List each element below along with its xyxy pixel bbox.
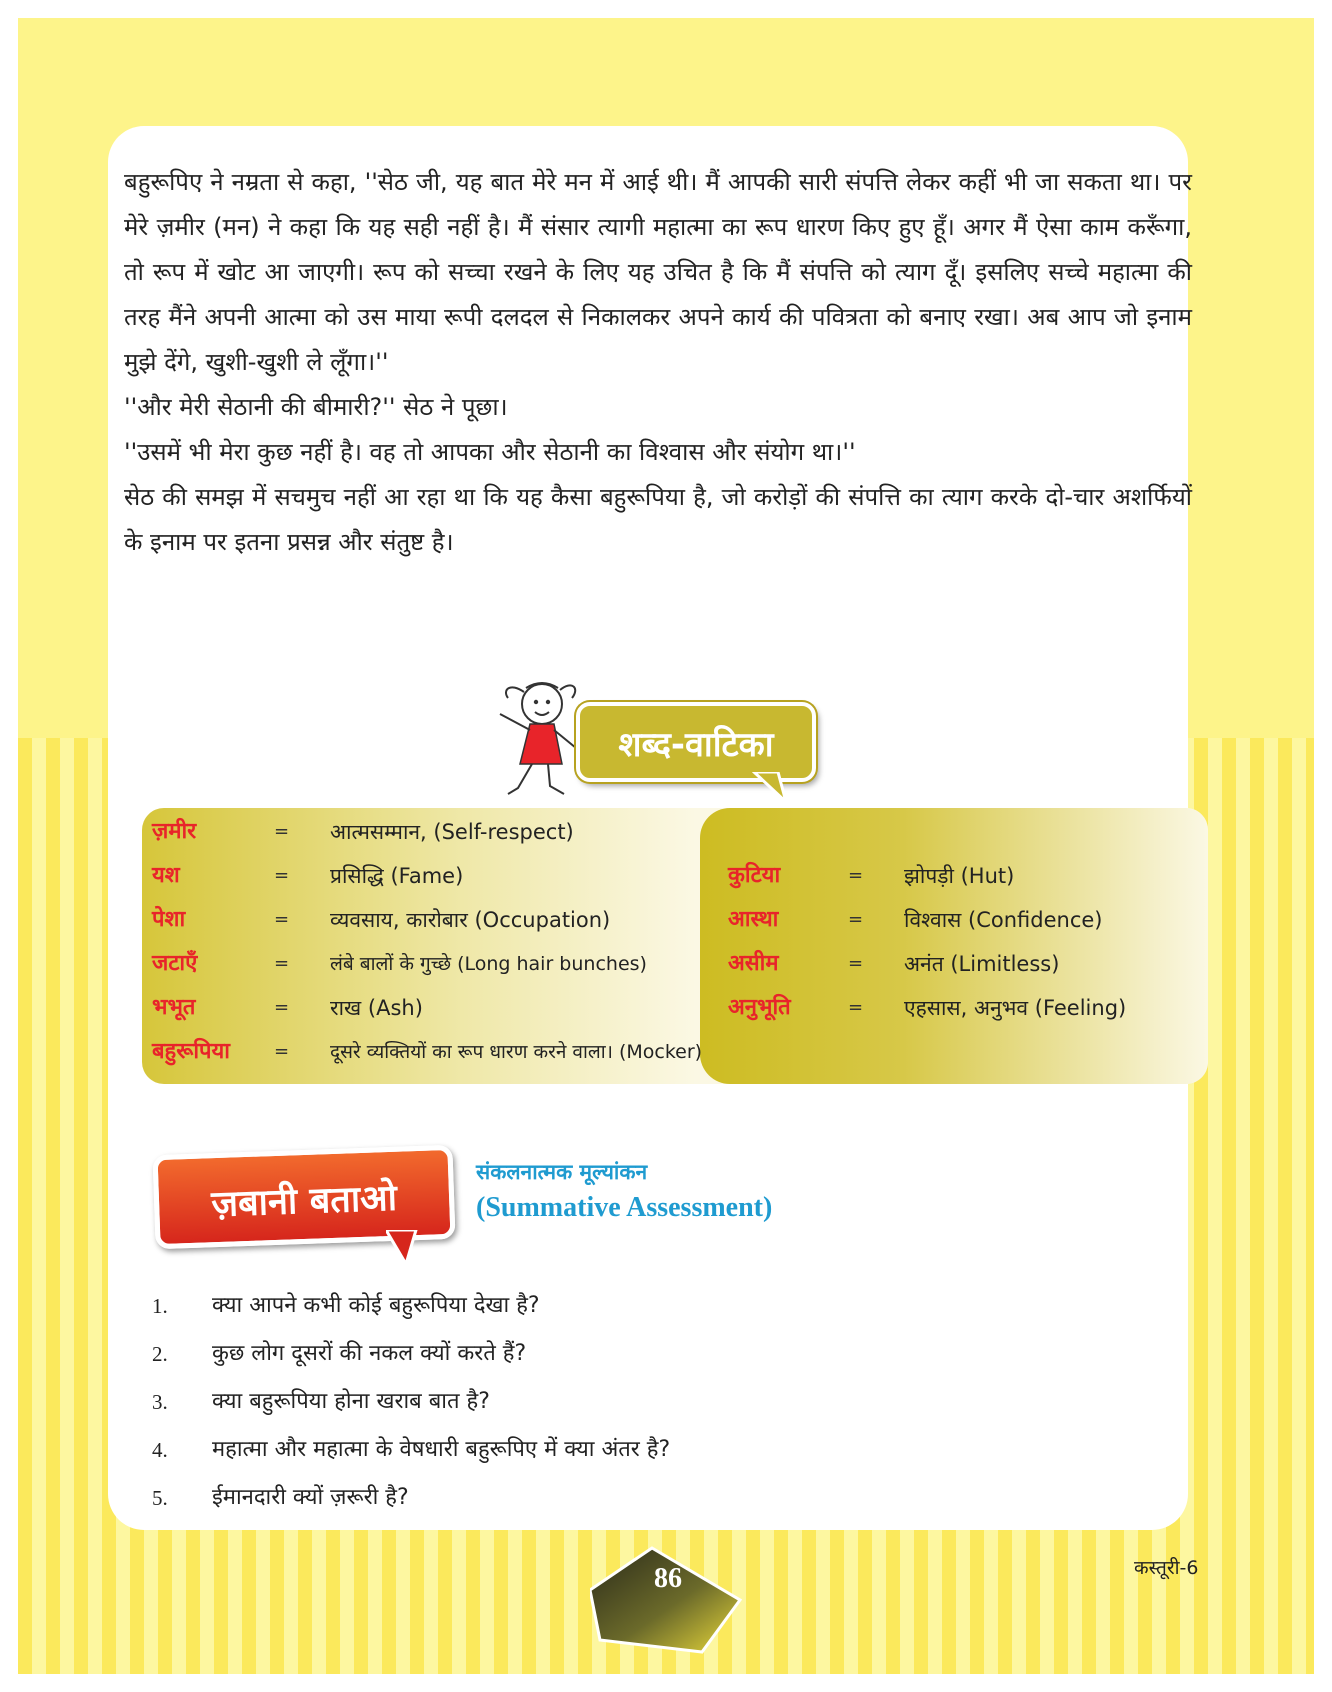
question-item bbox=[150, 1382, 850, 1422]
question-text: क्या बहुरूपिया होना खराब बात है? bbox=[212, 1389, 490, 1414]
glossary-equals: = bbox=[848, 865, 864, 886]
question-number: 2. bbox=[152, 1342, 168, 1366]
assessment-label-hindi: संकलनात्मक मूल्यांकन bbox=[476, 1160, 648, 1184]
question-number: 4. bbox=[152, 1438, 168, 1462]
glossary-box bbox=[142, 808, 1208, 1084]
glossary-word: आस्था bbox=[728, 907, 779, 932]
question-text: क्या आपने कभी कोई बहुरूपिया देखा है? bbox=[212, 1293, 540, 1318]
glossary-word: जटाएँ bbox=[152, 951, 198, 976]
glossary-row bbox=[152, 944, 712, 984]
glossary-meaning: आत्मसम्मान, (Self-respect) bbox=[330, 820, 574, 844]
question-item bbox=[150, 1430, 850, 1470]
glossary-meaning: प्रसिद्धि (Fame) bbox=[330, 864, 464, 888]
question-text: कुछ लोग दूसरों की नकल क्यों करते हैं? bbox=[212, 1341, 527, 1366]
glossary-equals: = bbox=[274, 909, 290, 930]
glossary-equals: = bbox=[848, 997, 864, 1018]
glossary-equals: = bbox=[848, 909, 864, 930]
question-number: 3. bbox=[152, 1390, 168, 1414]
glossary-word: यश bbox=[152, 863, 180, 888]
glossary-word: भभूत bbox=[152, 995, 196, 1020]
glossary-equals: = bbox=[274, 821, 290, 842]
question-item bbox=[150, 1478, 850, 1518]
story-paragraph: सेठ की समझ में सचमुच नहीं आ रहा था कि यह कैसा बहुरूपिया है, जो करोड़ों की संपत्ति का त्याग करके दो-चार अशर्फियों के इनाम पर इतना प्रसन्न और संतुष्ट है। bbox=[124, 483, 1192, 556]
glossary-equals: = bbox=[848, 953, 864, 974]
glossary-word: ज़मीर bbox=[152, 819, 197, 844]
speech-tail-icon bbox=[752, 772, 792, 806]
glossary-meaning: अनंत (Limitless) bbox=[904, 952, 1060, 976]
glossary-meaning: व्यवसाय, कारोबार (Occupation) bbox=[330, 908, 611, 932]
book-label: कस्तूरी-6 bbox=[1134, 1557, 1199, 1579]
story-paragraph: बहुरूपिए ने नम्रता से कहा, ''सेठ जी, यह बात मेरे मन में आई थी। मैं आपकी सारी संपत्ति लेकर कहीं भी जा सकता था। पर मेरे ज़मीर (मन) ने कहा कि यह सही नहीं है। मैं संसार त्यागी महात्मा का रूप धारण किए हुए हूँ। अगर मैं ऐसा काम करूँगा, तो रूप में खोट आ जाएगी। रूप को सच्चा रखने के लिए यह उचित है कि मैं संपत्ति को त्याग दूँ। इसलिए सच्चे महात्मा की तरह मैंने अपनी आत्मा को उस माया रूपी दलदल से निकालकर अपने कार्य की पवित्रता को बनाए रखा। अब आप जो इनाम मुझे देंगे, खुशी-खुशी ले लूँगा।'' bbox=[124, 168, 1192, 376]
vocab-section-header bbox=[480, 676, 840, 806]
glossary-row bbox=[152, 812, 712, 852]
glossary-equals: = bbox=[274, 865, 290, 886]
glossary-equals: = bbox=[274, 953, 290, 974]
girl-illustration-icon bbox=[480, 676, 590, 806]
glossary-row bbox=[152, 988, 712, 1028]
glossary-meaning: झोपड़ी (Hut) bbox=[904, 864, 1015, 888]
question-text: महात्मा और महात्मा के वेषधारी बहुरूपिए में क्या अंतर है? bbox=[212, 1437, 671, 1462]
glossary-word: असीम bbox=[728, 951, 779, 976]
vocab-title-badge bbox=[576, 702, 816, 782]
story-paragraph: ''उसमें भी मेरा कुछ नहीं है। वह तो आपका और सेठानी का विश्वास और संयोग था।'' bbox=[124, 438, 856, 466]
glossary-word: पेशा bbox=[152, 907, 186, 932]
assessment-label-english: (Summative Assessment) bbox=[476, 1192, 773, 1223]
oral-title: ज़बानी बताओ bbox=[210, 1176, 398, 1226]
glossary-meaning: एहसास, अनुभव (Feeling) bbox=[904, 996, 1127, 1020]
speech-tail-icon bbox=[386, 1230, 426, 1266]
glossary-row bbox=[728, 900, 1198, 940]
glossary-meaning: विश्वास (Confidence) bbox=[904, 908, 1103, 932]
glossary-meaning: लंबे बालों के गुच्छे (Long hair bunches) bbox=[330, 953, 647, 975]
question-number: 1. bbox=[152, 1294, 168, 1318]
glossary-row bbox=[728, 944, 1198, 984]
glossary-row bbox=[728, 988, 1198, 1028]
vocab-title: शब्द-वाटिका bbox=[618, 725, 774, 765]
glossary-equals: = bbox=[274, 997, 290, 1018]
glossary-row bbox=[728, 856, 1198, 896]
question-number: 5. bbox=[152, 1486, 168, 1510]
question-text: ईमानदारी क्यों ज़रूरी है? bbox=[212, 1485, 409, 1510]
glossary-word: बहुरूपिया bbox=[152, 1039, 230, 1064]
question-item bbox=[150, 1286, 850, 1326]
oral-section-header bbox=[154, 1138, 484, 1258]
glossary-row bbox=[152, 1032, 912, 1072]
question-item bbox=[150, 1334, 850, 1374]
glossary-word: अनुभूति bbox=[728, 995, 791, 1020]
story-paragraph: ''और मेरी सेठानी की बीमारी?'' सेठ ने पूछा। bbox=[124, 393, 508, 421]
glossary-row bbox=[152, 900, 712, 940]
glossary-row bbox=[152, 856, 712, 896]
glossary-word: कुटिया bbox=[728, 863, 781, 888]
glossary-equals: = bbox=[274, 1041, 290, 1062]
story-text bbox=[124, 160, 1192, 565]
glossary-meaning: दूसरे व्यक्तियों का रूप धारण करने वाला। (Mocker) bbox=[330, 1041, 703, 1063]
glossary-meaning: राख (Ash) bbox=[330, 996, 423, 1020]
page-number: 86 bbox=[654, 1563, 682, 1594]
